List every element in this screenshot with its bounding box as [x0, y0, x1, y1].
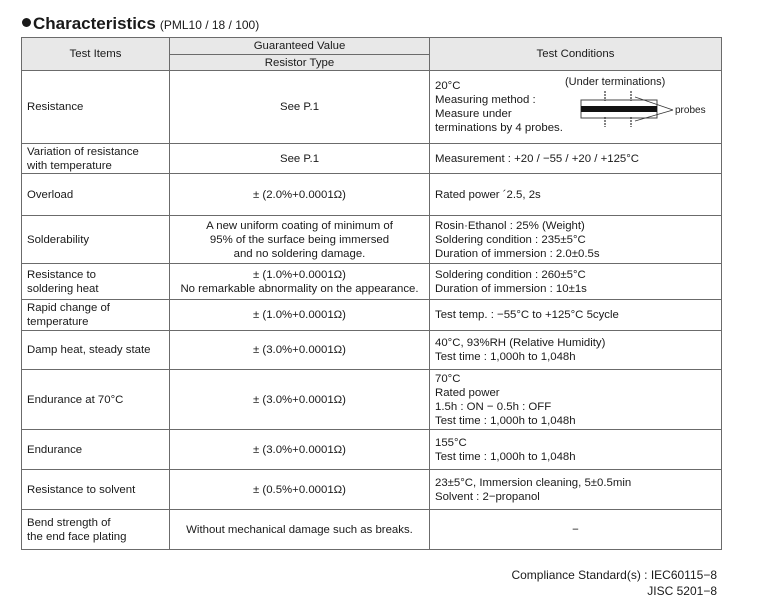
test-item-cell-line: Bend strength of — [27, 516, 111, 529]
test-conditions-cell-line: Measure under — [435, 108, 512, 120]
test-conditions-cell-line: 1.5h : ON − 0.5h : OFF — [435, 400, 552, 413]
test-item-cell — [22, 300, 170, 331]
test-item-cell-line: soldering heat — [27, 282, 99, 295]
guaranteed-value-cell — [170, 144, 430, 174]
test-item-cell — [22, 430, 170, 470]
test-item-cell-line: with temperature — [27, 159, 112, 172]
test-item-cell — [22, 174, 170, 216]
table-row — [22, 470, 722, 510]
test-item-cell-line: Overload — [27, 188, 74, 201]
guaranteed-value-cell-line: ± (2.0%+0.0001Ω) — [253, 188, 346, 201]
test-item-cell — [22, 216, 170, 264]
test-conditions-cell — [430, 216, 722, 264]
table-row — [22, 300, 722, 331]
diagram-caption: (Under terminations) — [565, 76, 666, 88]
test-item-cell-line: Rapid change of — [27, 302, 110, 314]
guaranteed-value-cell-line: ± (3.0%+0.0001Ω) — [253, 393, 346, 406]
test-item-cell-line: Resistance to solvent — [27, 483, 136, 496]
guaranteed-value-cell — [170, 174, 430, 216]
test-item-cell-line: Damp heat, steady state — [27, 344, 151, 356]
header-test-items: Test Items — [22, 38, 170, 71]
guaranteed-value-cell-line: and no soldering damage. — [233, 247, 366, 260]
test-item-cell — [22, 71, 170, 144]
test-conditions-cell — [430, 510, 722, 550]
table-row — [22, 71, 722, 144]
test-conditions-cell — [430, 264, 722, 300]
probes-label: probes — [675, 105, 706, 116]
guaranteed-value-cell-line: No remarkable abnormality on the appearance. — [180, 282, 419, 295]
table-row — [22, 264, 722, 300]
guaranteed-value-cell — [170, 300, 430, 331]
guaranteed-value-cell — [170, 430, 430, 470]
guaranteed-value-cell — [170, 331, 430, 370]
test-conditions-cell-line: Solvent : 2−propanol — [435, 490, 540, 503]
guaranteed-value-cell — [170, 216, 430, 264]
compliance-line-2: JISC 5201−8 — [647, 584, 717, 598]
test-conditions-cell — [430, 370, 722, 430]
compliance-footer — [511, 567, 717, 599]
compliance-line-1: Compliance Standard(s) : IEC60115−8 — [511, 568, 717, 582]
guaranteed-value-cell — [170, 470, 430, 510]
header-resistor-type: Resistor Type — [170, 55, 430, 71]
guaranteed-value-cell — [170, 510, 430, 550]
table-row — [22, 430, 722, 470]
test-item-cell-line: temperature — [27, 316, 89, 328]
guaranteed-value-cell-line: ± (3.0%+0.0001Ω) — [253, 443, 346, 456]
test-item-cell — [22, 264, 170, 300]
test-item-cell-line: Resistance to — [27, 268, 97, 281]
table-row — [22, 331, 722, 370]
guaranteed-value-cell-line: See P.1 — [279, 101, 320, 113]
test-conditions-cell-line: terminations by 4 probes. — [435, 122, 563, 134]
test-conditions-cell-line: Measuring method : — [435, 94, 536, 106]
test-item-cell — [22, 144, 170, 174]
guaranteed-value-cell-line: ± (0.5%+0.0001Ω) — [253, 483, 346, 496]
test-conditions-cell — [430, 174, 722, 216]
test-conditions-cell-line: 23±5°C, Immersion cleaning, 5±0.5min — [435, 476, 632, 489]
test-conditions-cell — [430, 300, 722, 331]
guaranteed-value-cell — [170, 264, 430, 300]
table-row — [22, 510, 722, 550]
test-item-cell — [22, 470, 170, 510]
test-conditions-cell-line: Soldering condition : 260±5°C — [435, 268, 586, 281]
test-item-cell-line: Variation of resistance — [27, 145, 139, 158]
test-conditions-cell-line: 40°C, 93%RH (Relative Humidity) — [435, 337, 606, 349]
test-item-cell-line: the end face plating — [27, 530, 127, 543]
page-subtitle: (PML10 / 18 / 100) — [159, 18, 260, 32]
test-conditions-cell-line: 155°C — [435, 436, 467, 449]
test-item-cell-line: Endurance — [27, 443, 83, 456]
test-conditions-cell-line: Measurement : +20 / −55 / +20 / +125°C — [435, 152, 640, 165]
characteristics-table — [21, 37, 722, 550]
test-item-cell — [22, 510, 170, 550]
test-conditions-cell — [430, 144, 722, 174]
header-guaranteed-value: Guaranteed Value — [170, 38, 430, 55]
test-conditions-cell — [430, 331, 722, 370]
test-conditions-cell-line: Rated power ´2.5, 2s — [435, 188, 541, 201]
test-item-cell-line: Solderability — [27, 233, 90, 246]
test-conditions-cell-line: Duration of immersion : 2.0±0.5s — [435, 247, 600, 260]
test-conditions-cell-line: 70°C — [435, 372, 461, 385]
test-conditions-cell-line: Test time : 1,000h to 1,048h — [435, 414, 576, 427]
table-row — [22, 174, 722, 216]
guaranteed-value-cell-line: Without mechanical damage such as breaks. — [186, 523, 413, 536]
test-conditions-cell-line: 20°C — [435, 80, 461, 92]
test-item-cell-line: Endurance at 70°C — [27, 393, 124, 406]
test-item-cell — [22, 370, 170, 430]
header-test-conditions: Test Conditions — [430, 38, 722, 71]
test-conditions-cell-line: Duration of immersion : 10±1s — [435, 282, 587, 295]
bullet-icon — [22, 18, 31, 27]
guaranteed-value-cell-line: ± (1.0%+0.0001Ω) — [253, 268, 346, 281]
test-conditions-cell-line: Rated power — [435, 386, 500, 399]
test-item-cell-line: Resistance — [27, 101, 84, 113]
probe-diagram-icon — [565, 73, 715, 137]
test-conditions-cell-line: Rosin·Ethanol : 25% (Weight) — [435, 219, 585, 232]
guaranteed-value-cell-line: ± (3.0%+0.0001Ω) — [253, 344, 346, 356]
test-conditions-cell — [430, 430, 722, 470]
test-conditions-cell-line: Test time : 1,000h to 1,048h — [435, 351, 576, 363]
table-row — [22, 370, 722, 430]
page-title: Characteristics — [33, 14, 156, 33]
probe-diagram — [565, 73, 715, 137]
test-item-cell — [22, 331, 170, 370]
guaranteed-value-cell — [170, 370, 430, 430]
test-conditions-cell-line: Test temp. : −55°C to +125°C 5cycle — [435, 309, 619, 321]
test-conditions-cell-line: − — [572, 523, 579, 536]
guaranteed-value-cell-line: 95% of the surface being immersed — [209, 233, 390, 246]
section-heading — [22, 14, 259, 34]
table-row — [22, 216, 722, 264]
guaranteed-value-cell-line: ± (1.0%+0.0001Ω) — [253, 309, 346, 321]
table-row — [22, 144, 722, 174]
test-conditions-cell-line: Test time : 1,000h to 1,048h — [435, 450, 576, 463]
test-conditions-cell — [430, 470, 722, 510]
guaranteed-value-cell-line: See P.1 — [279, 152, 320, 165]
test-conditions-cell-line: Soldering condition : 235±5°C — [435, 233, 586, 246]
guaranteed-value-cell — [170, 71, 430, 144]
guaranteed-value-cell-line: A new uniform coating of minimum of — [206, 219, 393, 232]
test-conditions-cell — [430, 71, 722, 144]
